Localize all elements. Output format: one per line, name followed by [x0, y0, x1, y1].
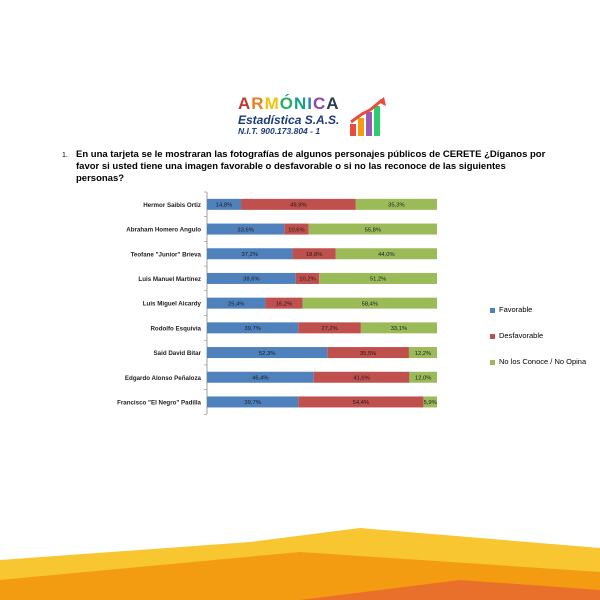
logo-letter: N: [293, 94, 308, 113]
data-label: 37,2%: [241, 251, 258, 258]
data-label: 25,4%: [227, 301, 245, 308]
category-label: Teofane "Junior" Brieva: [130, 251, 201, 259]
question-text: En una tarjeta se le mostraran las fotografías de algunos personajes públicos de CERETE ¿Díganos por favor si usted tiene una imagen favorable o desfavorable o si no las reconoce de las siguientes personas?: [76, 149, 546, 184]
category-label: Hermor Saibis Ortiz: [143, 201, 201, 209]
logo-subtitle: Estadística S.A.S.: [238, 113, 340, 127]
data-label: 33,6%: [237, 227, 254, 234]
data-label: 49,9%: [290, 202, 307, 209]
legend-label: No los Conoce / No Opina: [499, 357, 587, 366]
data-label: 10,6%: [288, 227, 305, 234]
logo-letter: Ó: [279, 94, 294, 113]
data-label: 41,6%: [353, 375, 370, 382]
category-label: Said David Bitar: [153, 350, 201, 358]
logo-letter: C: [312, 94, 327, 113]
question-number: 1.: [62, 152, 68, 159]
data-label: 46,4%: [252, 375, 269, 382]
data-label: 55,8%: [364, 227, 382, 234]
data-label: 54,4%: [352, 400, 370, 407]
data-label: 5,9%: [423, 400, 437, 407]
data-label: 12,2%: [414, 350, 432, 357]
category-label: Edgardo Alonso Peñaloza: [124, 374, 201, 382]
legend-label: Desfavorable: [499, 331, 544, 340]
logo-letter: A: [238, 94, 252, 113]
category-label: Luis Miguel Aicardy: [142, 300, 201, 308]
data-label: 51,2%: [369, 276, 387, 283]
legend-label: Favorable: [499, 305, 533, 314]
logo-letter: I: [307, 94, 313, 113]
data-label: 44,0%: [378, 251, 395, 258]
data-label: 18,8%: [305, 251, 323, 258]
data-label: 12,0%: [414, 375, 432, 382]
data-label: 35,3%: [388, 202, 405, 209]
logo-letter: A: [326, 94, 340, 113]
logo-letter: R: [251, 94, 265, 113]
data-label: 58,4%: [361, 301, 379, 308]
data-label: 39,7%: [244, 326, 261, 333]
data-label: 10,2%: [299, 276, 316, 283]
logo-nit: N.I.T. 900.173.804 - 1: [238, 126, 321, 136]
data-label: 38,6%: [243, 276, 260, 283]
category-label: Francisco "El Negro" Padilla: [117, 399, 201, 407]
data-label: 16,2%: [275, 301, 293, 308]
data-label: 33,1%: [390, 326, 408, 333]
category-label: Abraham Homero Angulo: [126, 226, 201, 234]
data-label: 14,8%: [215, 202, 233, 209]
data-label: 52,3%: [258, 350, 276, 357]
logo-letter: M: [264, 94, 280, 113]
category-label: Luis Manuel Martínez: [138, 275, 201, 283]
category-label: Rodolfo Esquivia: [150, 325, 201, 333]
data-label: 27,2%: [321, 326, 338, 333]
data-label: 35,5%: [359, 350, 377, 357]
data-label: 39,7%: [244, 400, 261, 407]
